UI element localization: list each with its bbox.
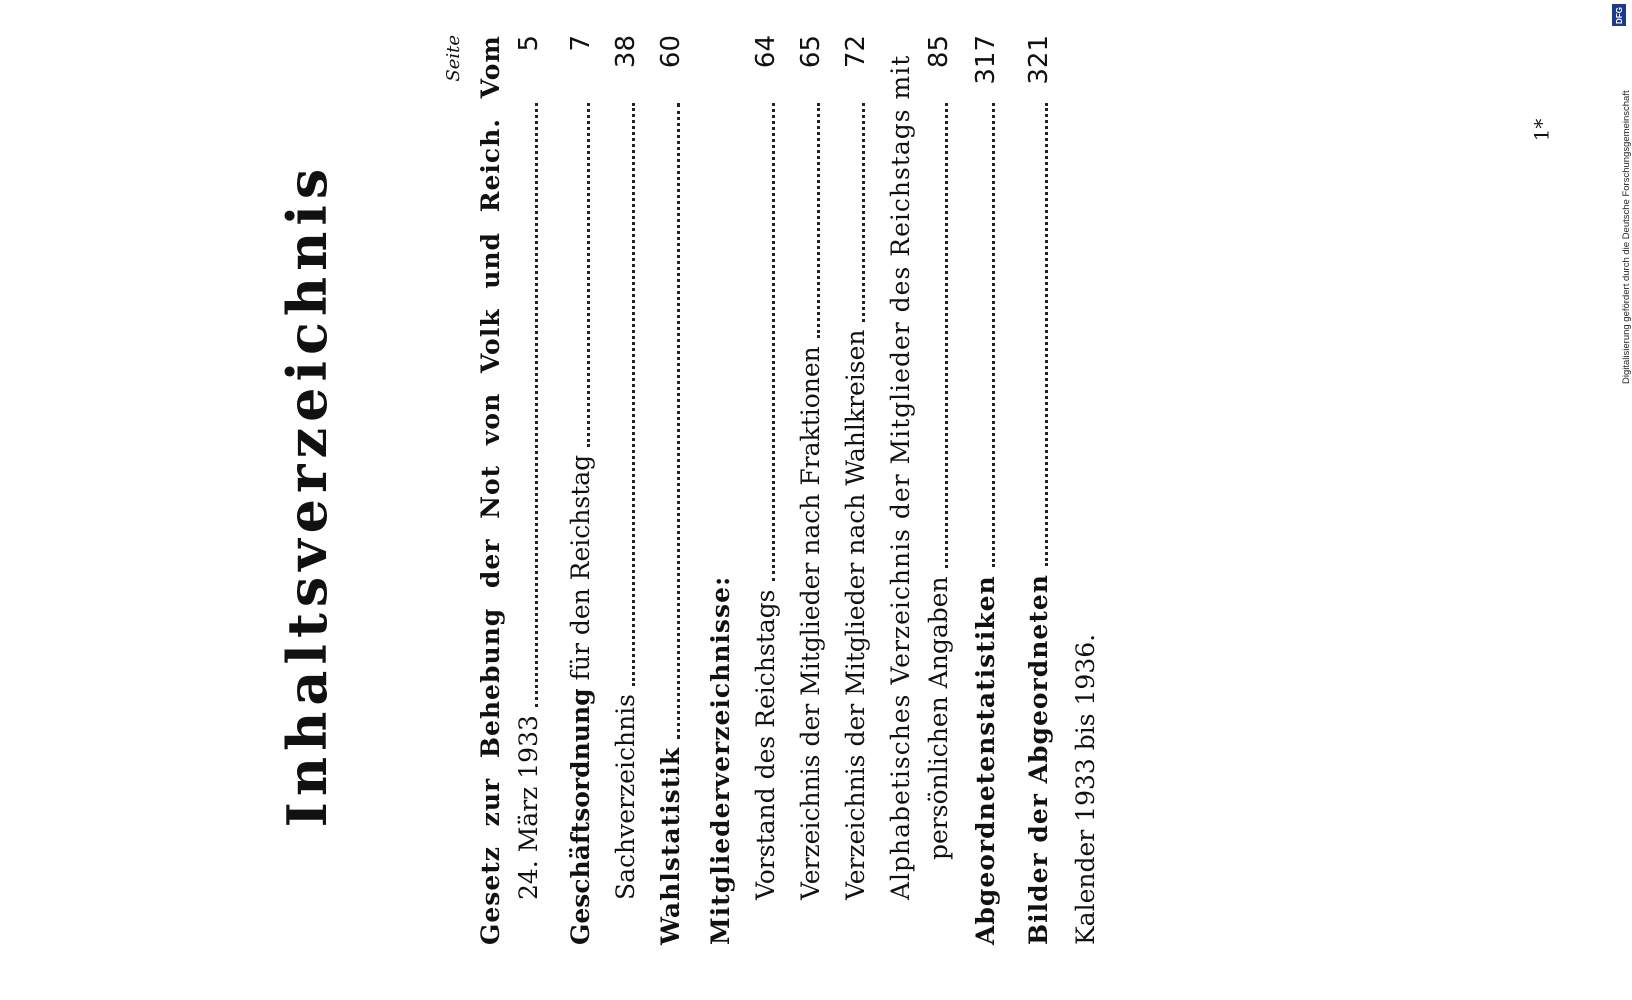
leader-dots — [534, 103, 538, 707]
word: Reich. — [476, 118, 505, 213]
toc-entry — [513, 35, 545, 900]
dfg-logo — [1612, 4, 1626, 26]
toc-entry — [923, 35, 955, 860]
toc-entry-line1 — [885, 35, 917, 900]
toc-entry-text: Abgeordnetenstatistiken — [971, 575, 1000, 945]
toc-entry-text: Wahlstatistik — [656, 746, 685, 945]
toc-entry — [1023, 35, 1055, 945]
toc-entry — [610, 35, 642, 900]
credit-text: Digitalisierung gefördert durch die Deutsche Forschungsgemeinschaft — [1621, 90, 1632, 384]
rotated-page — [255, 15, 1495, 975]
word: zur — [476, 777, 505, 827]
toc-page-number: 72 — [841, 35, 871, 69]
leader-dots — [771, 103, 775, 582]
toc-entry-text-rest: für den Reichstag — [566, 454, 595, 689]
toc-entry — [565, 35, 597, 945]
word: Vom — [476, 35, 505, 99]
dfg-logo-text: DFG — [1614, 6, 1624, 24]
toc-entry-text: Geschäftsordnung — [566, 688, 595, 945]
toc-entry — [795, 35, 827, 900]
toc-entry-text: Sachverzeichnis — [611, 694, 640, 900]
toc-page-number: 85 — [924, 35, 954, 69]
leader-dots — [861, 103, 865, 322]
toc-section-heading — [705, 35, 737, 945]
toc-entry-text: Vorstand des Reichstags — [751, 589, 780, 900]
toc-page-number: 64 — [751, 35, 781, 69]
toc-entry — [655, 35, 687, 945]
leader-dots — [631, 103, 635, 686]
toc-entry-text: Alphabetisches Verzeichnis der Mitglieder des Reichstags mit — [886, 54, 915, 900]
leader-dots — [816, 103, 820, 338]
toc-page-number: 7 — [566, 35, 596, 52]
toc-page-number: 317 — [971, 35, 1001, 85]
toc-entry-text: Bilder der Abgeordneten — [1024, 574, 1053, 945]
leader-dots — [676, 103, 680, 739]
toc-entry-text: persönlichen Angaben — [924, 576, 953, 860]
word: Volk — [476, 308, 505, 374]
leader-dots — [1044, 103, 1048, 566]
toc-page-number: 38 — [611, 35, 641, 69]
word: und — [476, 231, 505, 289]
toc-entry-line1 — [475, 35, 507, 945]
toc-entry-text: 24. März 1933 — [514, 715, 543, 900]
toc-entry-text: Verzeichnis der Mitglieder nach Fraktionen — [796, 346, 825, 900]
toc-page-number: 321 — [1024, 35, 1054, 85]
leader-dots — [586, 103, 590, 447]
toc-page-number: 5 — [514, 35, 544, 52]
toc-page-number: 65 — [796, 35, 826, 69]
word: Gesetz — [476, 846, 505, 945]
sheet-signature: 1* — [1529, 118, 1554, 142]
toc-entry-text: Mitgliederverzeichnisse: — [706, 575, 735, 945]
toc-entry-text-wrap — [565, 455, 597, 945]
toc-entry — [1070, 35, 1102, 945]
toc-entry — [970, 35, 1002, 945]
leader-dots — [991, 103, 995, 567]
toc-page-number: 60 — [656, 35, 686, 69]
page-title: Inhaltsverzeichnis — [275, 162, 339, 828]
digitization-credit — [1610, 6, 1632, 386]
leader-dots — [944, 103, 948, 568]
word: der — [476, 538, 505, 589]
toc-entry — [840, 35, 872, 900]
toc-entry-text: Verzeichnis der Mitglieder nach Wahlkreisen — [841, 329, 870, 900]
word: Not — [476, 464, 505, 519]
toc-entry-text: Kalender 1933 bis 1936. — [1071, 633, 1100, 945]
word: von — [476, 392, 505, 446]
page-column-label: Seite — [443, 35, 464, 82]
word: Behebung — [476, 607, 505, 759]
toc-entry — [750, 35, 782, 900]
